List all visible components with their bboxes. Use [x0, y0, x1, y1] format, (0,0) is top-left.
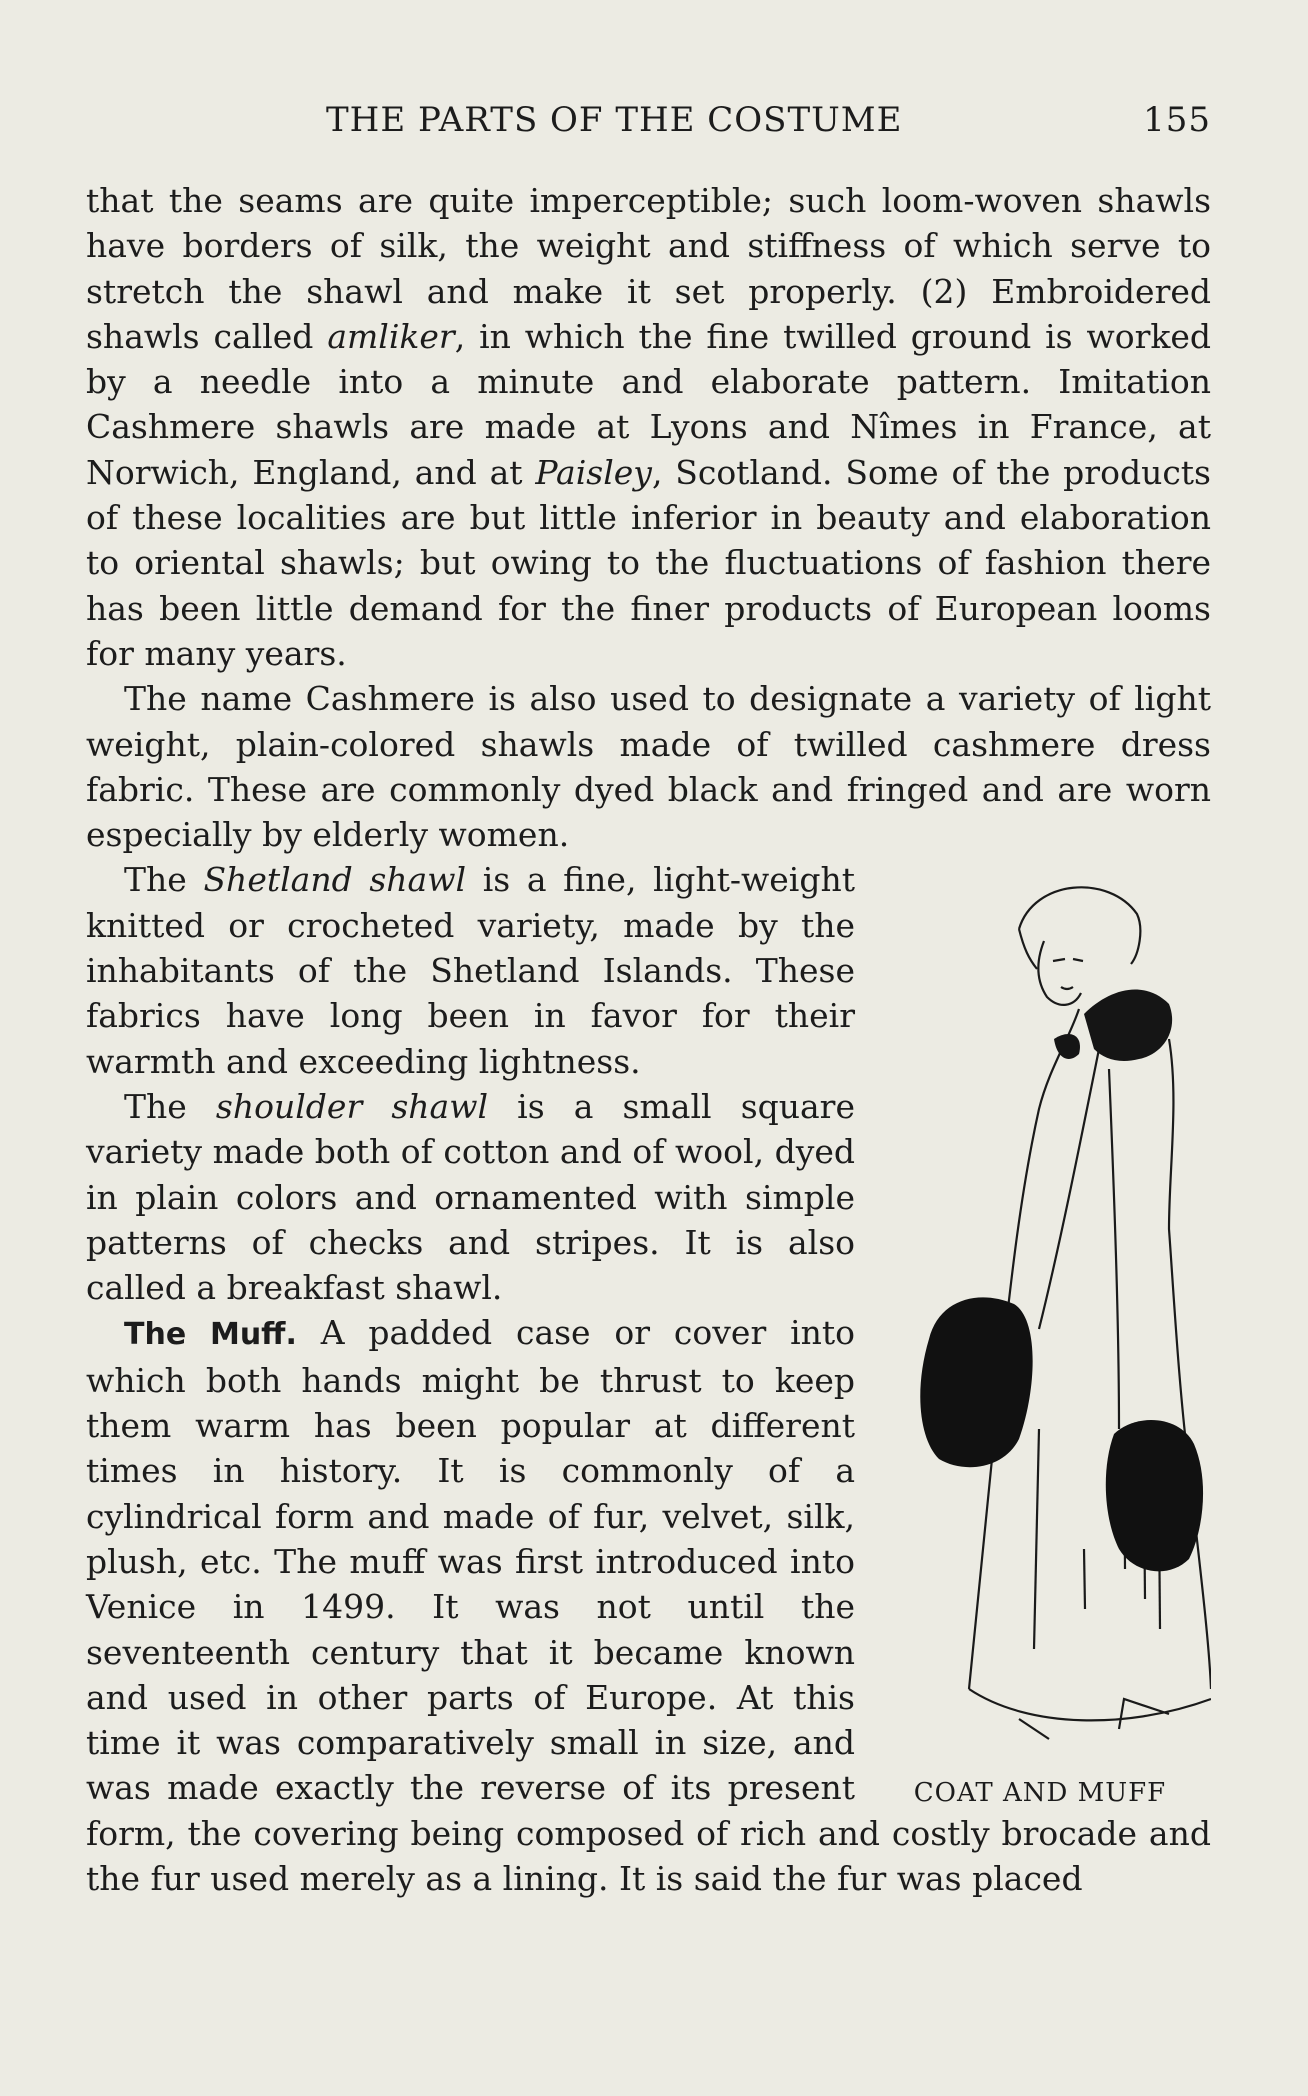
running-head-title: THE PARTS OF THE COSTUME — [326, 100, 903, 140]
running-head — [86, 100, 1211, 148]
text-run: that the seams are quite imperceptible; such loom-woven shawls have borders of silk, the weight and stiffness of which serve to stretch the shawl and make it set properly. (2) Embroidered shawls called — [86, 181, 1211, 356]
fur-collar — [1084, 990, 1172, 1061]
figure-caption: COAT AND MUFF — [913, 1778, 1167, 1809]
text-run: The — [124, 1086, 216, 1126]
italic-term-shetland-shawl: Shetland shawl — [203, 860, 467, 900]
section-heading-muff: The Muff. — [124, 1317, 297, 1353]
text-run: is a small square variety made both of cotton and of wool, dyed in plain colors and ornamented with simple patterns of checks and stripes. It is also called a breakfast shawl. — [86, 1086, 855, 1308]
text-run: , in which the fine twilled ground is worked by a needle into a minute and elaborate pattern. Imitation Cashmere shawls are made at Lyons and Nîmes in France, at Norwich, England, and at — [86, 316, 1212, 492]
muff — [1106, 1421, 1203, 1572]
text-run: is a fine, light-weight knitted or crocheted variety, made by the inhabitants of the Shetland Islands. These fabrics have long been in favor for their warmth and exceeding lightness. — [86, 860, 855, 1081]
paragraph-continued — [86, 178, 1211, 676]
page-number: 155 — [1143, 100, 1211, 140]
face-outline — [1038, 941, 1081, 1005]
paragraph-cashmere: The name Cashmere is also used to designate a variety of light weight, plain-colored shawls made of twilled cashmere dress fabric. These are commonly dyed black and fringed and are worn especially by elderly women. — [86, 679, 1211, 855]
coat-right-edge — [1169, 1039, 1211, 1689]
italic-term-paisley: Paisley — [535, 452, 652, 492]
italic-term-shoulder-shawl: shoulder shawl — [215, 1086, 489, 1126]
text-run: The — [124, 860, 204, 900]
coat-hem — [969, 1689, 1211, 1720]
body-text — [86, 178, 1211, 1901]
left-fur-cuff — [920, 1298, 1032, 1468]
text-run: , Scotland. Some of the products of these localities are but little inferior in beauty and elaboration to oriental shawls; but owing to the fluctuations of fashion there has been little demand for the finer products of European looms for many years. — [86, 452, 1211, 673]
hat-outline — [1019, 888, 1140, 965]
coat-illustration — [869, 869, 1211, 1769]
coat-and-muff-figure — [869, 869, 1211, 1809]
italic-term-amliker: amliker — [327, 316, 455, 356]
text-run: A padded case or cover into which both hands might be thrust to keep them warm has been popular at different times in history. It is commonly of a cylindrical form and made of fur, velvet, silk, plush, etc. The muff was first introduced into Venice in 1499. It was not until the seventeenth century that it became known and used in other parts of Europe. At this time it was comparatively small in size, and was made exactly the reverse of its present form, the covering being composed of rich and costly brocade and the fur used merely as a lining. It is said the fur was placed — [86, 1313, 1211, 1898]
